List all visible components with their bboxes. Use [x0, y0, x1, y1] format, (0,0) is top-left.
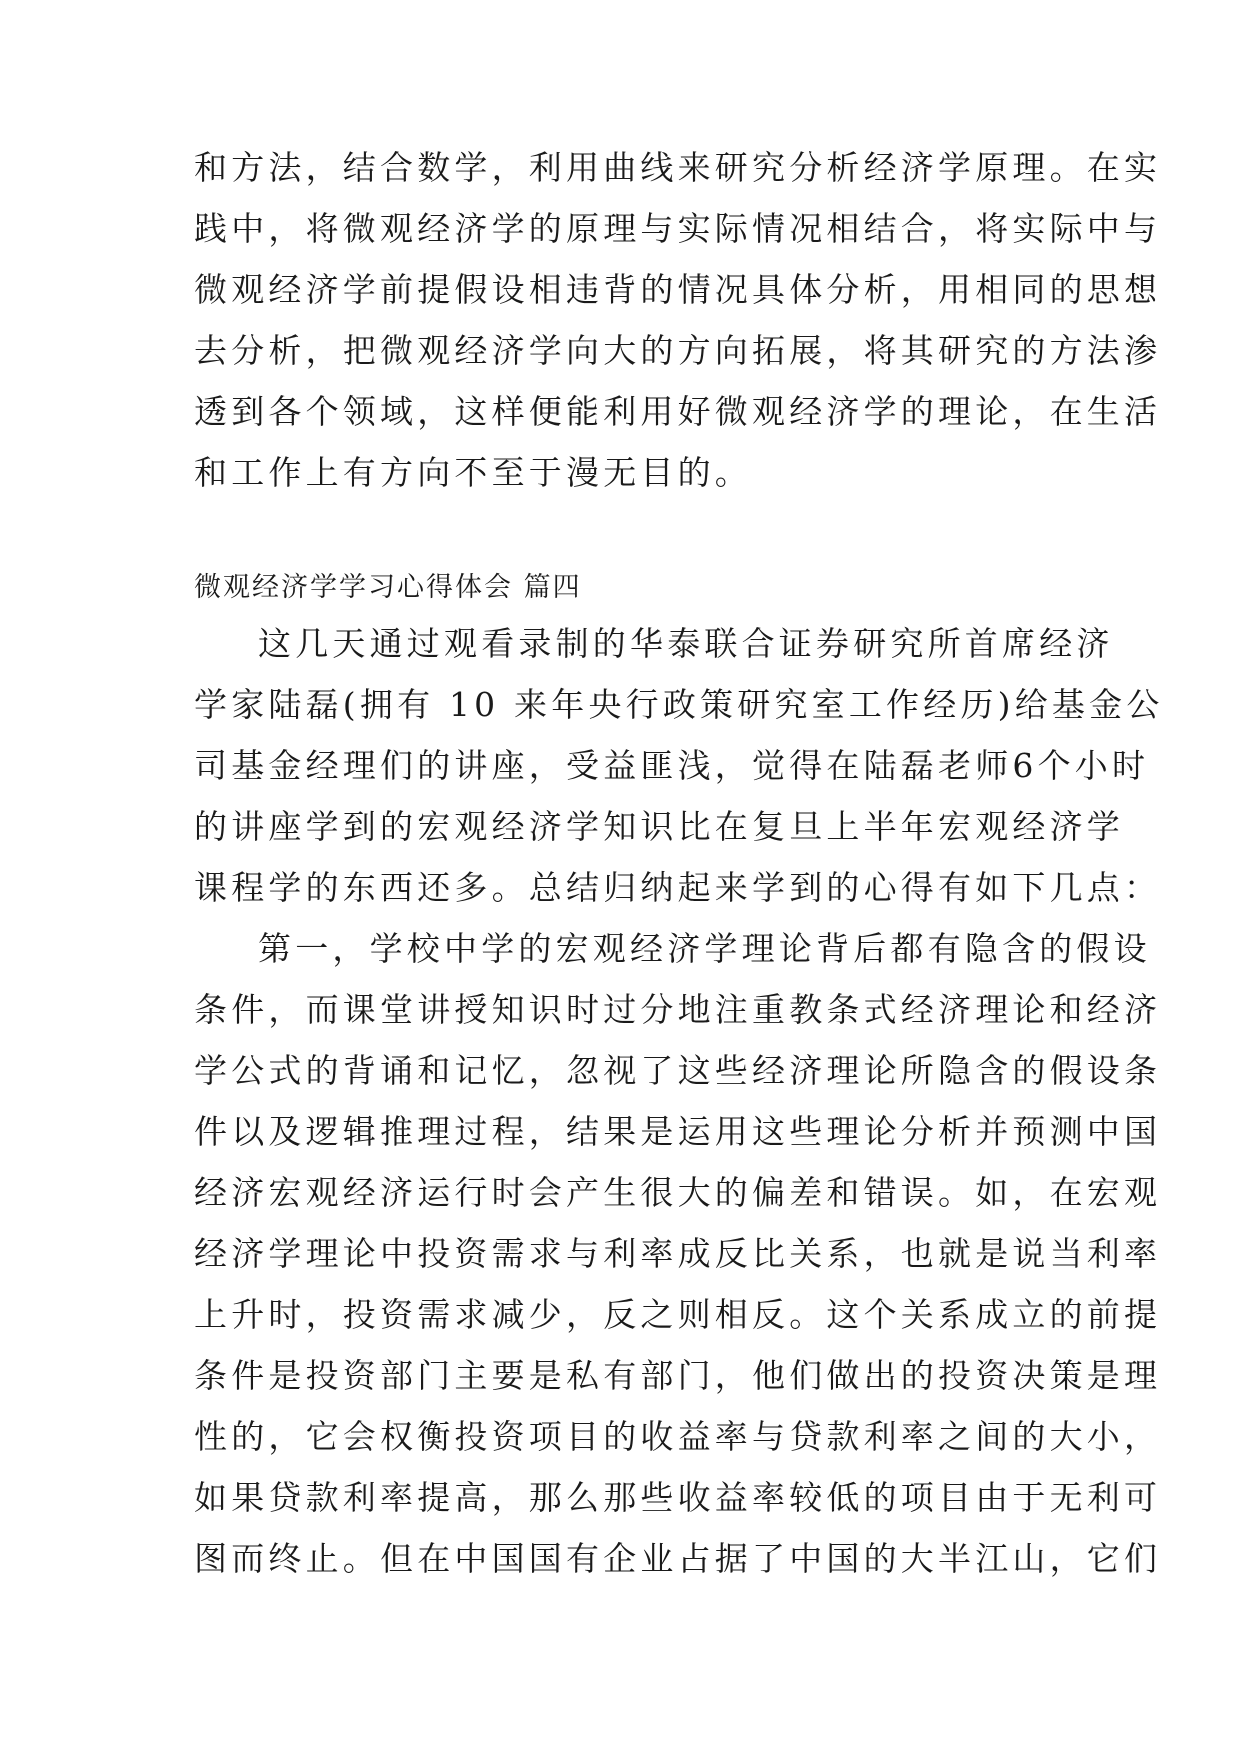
- paragraph-3-line-3: 学公式的背诵和记忆，忽视了这些经济理论所隐含的假设条: [194, 1051, 1162, 1090]
- paragraph-3-line-8: 条件是投资部门主要是私有部门，他们做出的投资决策是理: [194, 1356, 1162, 1395]
- paragraph-1-line-6: 和工作上有方向不至于漫无目的。: [194, 453, 752, 492]
- paragraph-2-line-1: 这几天通过观看录制的华泰联合证券研究所首席经济: [258, 624, 1114, 663]
- paragraph-1-line-5: 透到各个领域，这样便能利用好微观经济学的理论，在生活: [194, 392, 1162, 431]
- paragraph-3-line-6: 经济学理论中投资需求与利率成反比关系，也就是说当利率: [194, 1234, 1162, 1273]
- paragraph-2-line-2: 学家陆磊(拥有 10 来年央行政策研究室工作经历)给基金公: [194, 685, 1164, 724]
- paragraph-2-line-3: 司基金经理们的讲座，受益匪浅，觉得在陆磊老师6个小时: [194, 746, 1150, 785]
- paragraph-3-line-5: 经济宏观经济运行时会产生很大的偏差和错误。如，在宏观: [194, 1173, 1162, 1212]
- paragraph-2-line-5: 课程学的东西还多。总结归纳起来学到的心得有如下几点：: [194, 868, 1162, 907]
- paragraph-1-line-4: 去分析，把微观经济学向大的方向拓展，将其研究的方法渗: [194, 331, 1162, 370]
- paragraph-1-line-2: 践中，将微观经济学的原理与实际情况相结合，将实际中与: [194, 209, 1162, 248]
- paragraph-2-line-4: 的讲座学到的宏观经济学知识比在复旦上半年宏观经济学: [194, 807, 1124, 846]
- paragraph-3-line-1: 第一，学校中学的宏观经济学理论背后都有隐含的假设: [258, 929, 1151, 968]
- paragraph-3-line-10: 如果贷款利率提高，那么那些收益率较低的项目由于无利可: [194, 1478, 1162, 1517]
- section-heading: 微观经济学学习心得体会 篇四: [194, 572, 582, 603]
- paragraph-3-line-4: 件以及逻辑推理过程，结果是运用这些理论分析并预测中国: [194, 1112, 1162, 1151]
- paragraph-3-line-9: 性的，它会权衡投资项目的收益率与贷款利率之间的大小，: [194, 1417, 1162, 1456]
- paragraph-3-line-2: 条件，而课堂讲授知识时过分地注重教条式经济理论和经济: [194, 990, 1162, 1029]
- paragraph-3-line-7: 上升时，投资需求减少，反之则相反。这个关系成立的前提: [194, 1295, 1162, 1334]
- paragraph-1-line-3: 微观经济学前提假设相违背的情况具体分析，用相同的思想: [194, 270, 1162, 309]
- paragraph-3-line-11: 图而终止。但在中国国有企业占据了中国的大半江山，它们: [194, 1539, 1162, 1578]
- paragraph-1-line-1: 和方法，结合数学，利用曲线来研究分析经济学原理。在实: [194, 148, 1162, 187]
